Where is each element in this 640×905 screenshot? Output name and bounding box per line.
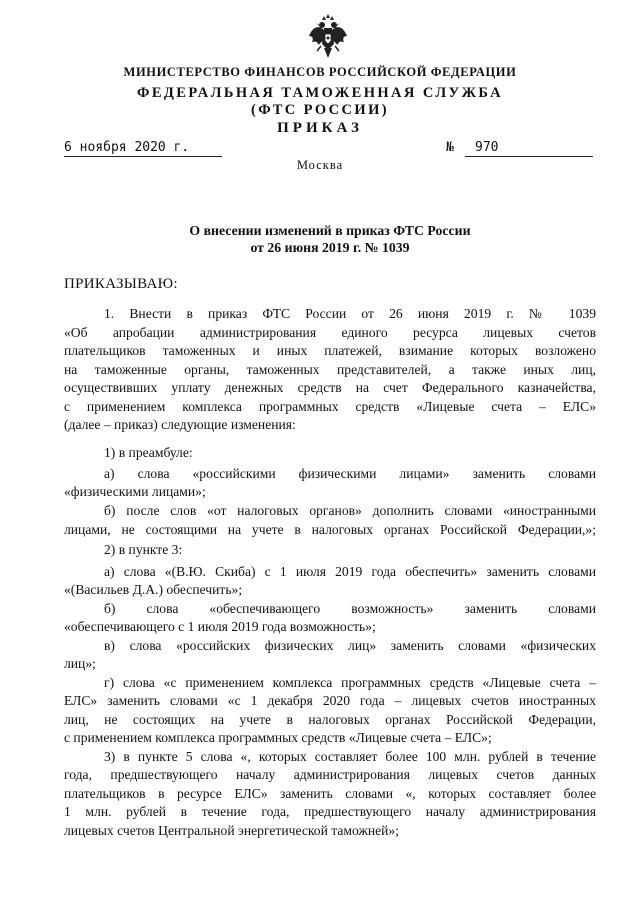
decree-word: ПРИКАЗЫВАЮ: — [64, 276, 178, 292]
number-sign: № — [446, 140, 454, 155]
body-line: б) слова «обеспечивающего возможность» заменить словами — [104, 601, 596, 616]
document-title-line-2: от 26 июня 2019 г. № 1039 — [250, 240, 410, 255]
body-line: «Об апробации администрирования единого ресурса лицевых счетов — [64, 325, 596, 340]
body-line: ЕЛС» заменить словами «с 1 декабря 2020 года – лицевых счетов иностранных — [64, 693, 596, 708]
russian-coat-of-arms-icon — [308, 14, 348, 60]
body-line: лиц, не состоящих на учете в налоговых органах Российской Федерации, — [64, 712, 596, 727]
ministry-name: МИНИСТЕРСТВО ФИНАНСОВ РОССИЙСКОЙ ФЕДЕРАЦИИ — [123, 65, 517, 79]
body-line: плательщиков в ресурсе ЕЛС» заменить словами «, которых составляет более — [64, 786, 596, 801]
body-line: «обеспечивающего с 1 июля 2019 года возможность»; — [64, 619, 376, 634]
document-title-line-1: О внесении изменений в приказ ФТС России — [189, 223, 471, 238]
city: Москва — [296, 158, 344, 172]
body-line: года, предшествующего началу администрирования лицевых счетов данных — [64, 767, 596, 782]
body-line: б) после слов «от налоговых органов» дополнить словами «иностранными — [104, 503, 596, 518]
body-line: (далее – приказ) следующие изменения: — [64, 417, 296, 432]
body-line: а) слова «(В.Ю. Скиба) с 1 июля 2019 года обеспечить» заменить словами — [104, 564, 596, 579]
body-line: лиц»; — [64, 656, 96, 671]
body-line: «физическими лицами»; — [64, 484, 206, 499]
service-abbreviation: (ФТС РОССИИ) — [250, 102, 390, 118]
document-type: ПРИКАЗ — [277, 120, 363, 136]
body-line: плательщиков таможенных и иных платежей, взимание которых возложено — [64, 343, 596, 358]
service-name: ФЕДЕРАЛЬНАЯ ТАМОЖЕННАЯ СЛУЖБА — [136, 85, 503, 101]
body-line: с применением комплекса программных средств «Лицевые счета – ЕЛС» — [64, 399, 596, 414]
body-line: 1 млн. рублей в течение года, предшествующего началу администрирования — [64, 804, 596, 819]
body-line: на таможенные органы, таможенных представителей, а также иных лиц, — [64, 362, 596, 377]
body-line: 1) в преамбуле: — [104, 445, 193, 460]
order-date: 6 ноября 2020 г. — [64, 140, 222, 157]
body-line: в) слова «российских физических лиц» заменить словами «физических — [104, 638, 596, 653]
body-line: лицами, не состоящими на учете в налоговых органах Российской Федерации,»; — [64, 522, 596, 537]
body-line: г) слова «с применением комплекса программных средств «Лицевые счета – — [104, 675, 596, 690]
order-number: 970 — [465, 140, 593, 157]
body-line: с применением комплекса программных средств «Лицевые счета – ЕЛС»; — [64, 730, 492, 745]
body-line: 1. Внести в приказ ФТС России от 26 июня 2019 г. № 1039 — [104, 306, 596, 321]
body-line: «(Васильев Д.А.) обеспечить»; — [64, 582, 243, 597]
body-line: 2) в пункте 3: — [104, 542, 183, 557]
body-line: осуществивших уплату денежных средств на счет Федерального казначейства, — [64, 380, 596, 395]
body-line: 3) в пункте 5 слова «, которых составляет более 100 млн. рублей в течение — [104, 749, 596, 764]
body-line: лицевых счетов Центральной энергетической таможней»; — [64, 823, 399, 838]
body-line: а) слова «российскими физическими лицами» заменить словами — [104, 466, 596, 481]
